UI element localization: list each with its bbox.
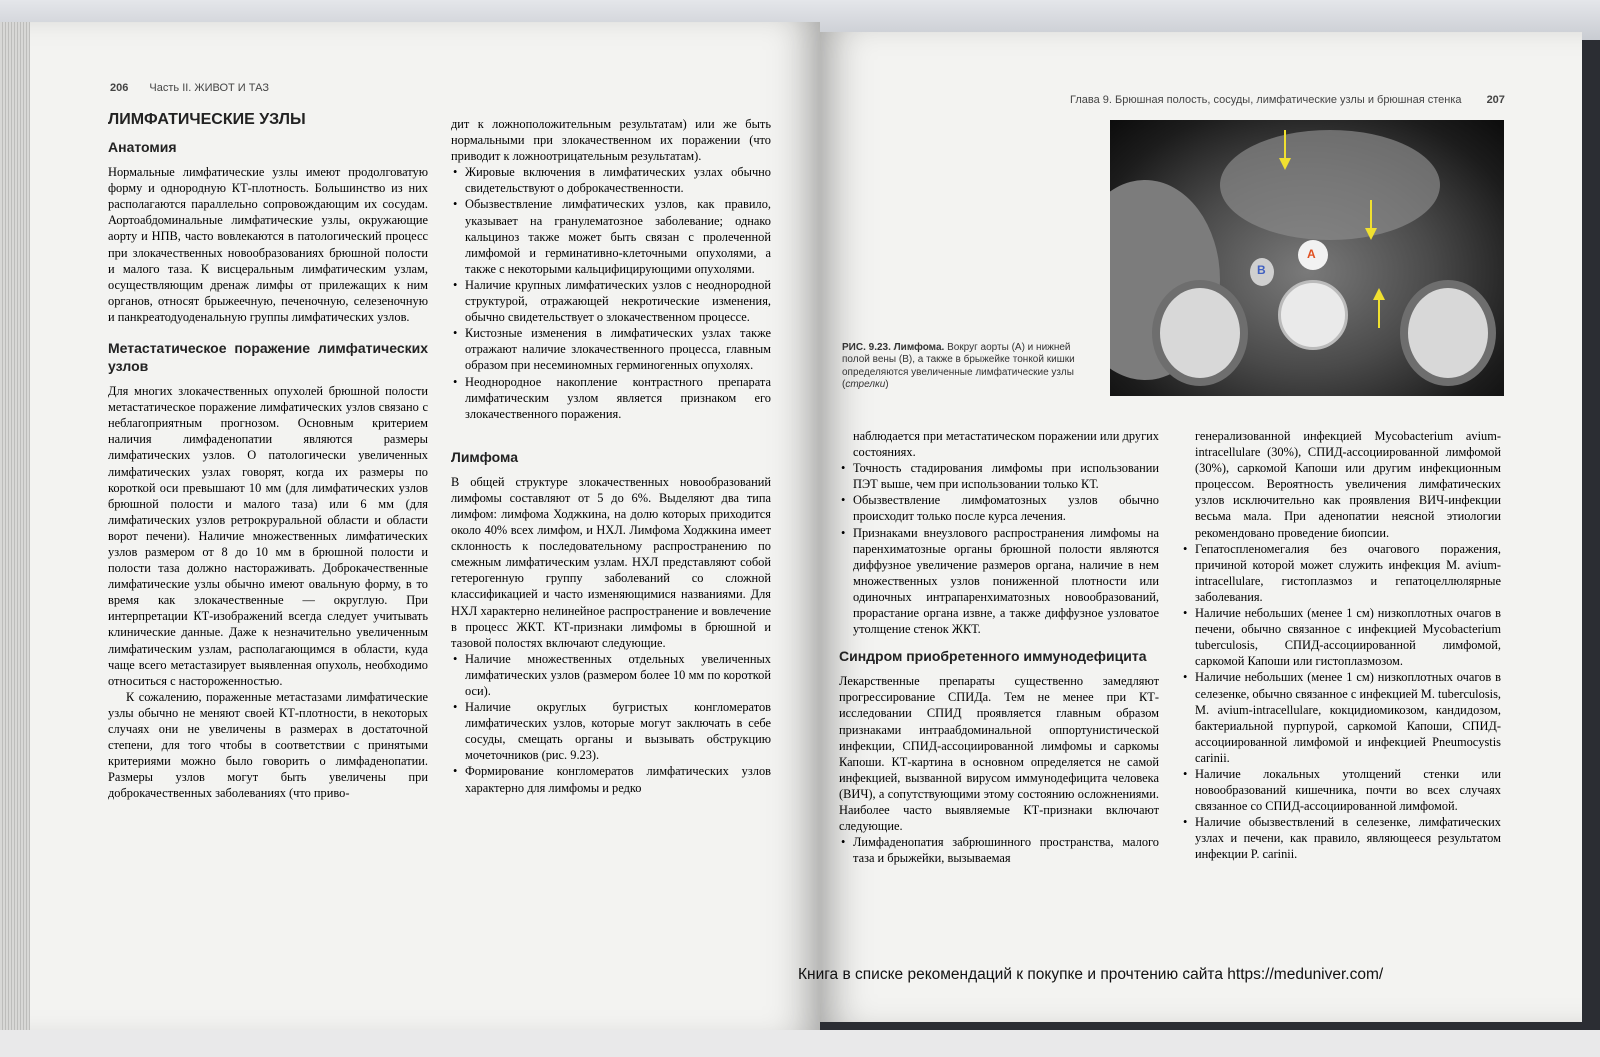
- watermark-footer: Книга в списке рекомендаций к покупке и прочтению сайта https://meduniver.com/: [798, 966, 1384, 983]
- arrow-icon: [1278, 130, 1292, 170]
- right-page-header: [1070, 94, 1505, 106]
- metastatic-paragraph-1: Для многих злокачественных опухолей брюшной полости метастатическое поражение лимфатических узлов связано с неблагоприятным прогнозом. Основным критерием наличия лимфаденопатии являются размеры лимфатических узлов. О патологически увеличенных лимфатических узлах говорят, когда их размеры по короткой оси превышают 10 мм (для лимфатических узлов брюшной полости и малого таза) или 6 мм (для лимфатических узлов ретрокруральной области и области ворот печени). Наличие множественных лимфатических узлов размером от 8 до 10 мм в брюшной полости и полости таза должно настораживать. Доброкачественные лимфатические узлы обычно имеют овальную форму, в то время как злокачественные — округлую. При интерпретации КТ-изображений всегда следует учитывать клинические данные. Даже к незначительно увеличенным лимфатическим узлам, располагающимся в области, куда чаще всего метастазирует выявленная опухоль, необходимо относиться с настороженностью.: [108, 384, 428, 688]
- list-item: • Наличие небольших (менее 1 см) низкоплотных очагов в селезенке, обычно связанное с инфекцией M. tuberculosis, M. avium-intracellulare, кокцидиомикозом, кандидозом, бактериальной пурпурой, саркомой Капоши, СПИД-ассоциированной лимфомой и инфекцией Pneumocystis carinii.: [1181, 669, 1501, 766]
- aids-paragraph: Лекарственные препараты существенно замедляют прогрессирование СПИДа. Тем не менее при КТ-исследовании СПИД проявляется главным образом признаками интраабдоминальной оппортунистической инфекции, СПИД-ассоциированной лимфомы и саркомы Капоши. КТ-картина в основном определяется не самой инфекцией, вызванной вирусом иммунодефицита человека (ВИЧ), а сопутствующими этому состоянию осложнениями. Наиболее часто выявляемые КТ-признаки включают следующие.: [839, 674, 1159, 834]
- left-column-2: [451, 116, 771, 796]
- list-item: • Точность стадирования лимфомы при использовании ПЭТ выше, чем при использовании только КТ.: [839, 460, 1159, 492]
- caption-label: РИС. 9.23. Лимфома.: [842, 342, 945, 353]
- arrow-icon: [1372, 288, 1386, 328]
- list-item: • Признаками внеузлового распространения лимфомы на паренхиматозные органы брюшной полости являются диффузное увеличение размеров органа, наличие в нем множественных узлов пониженной плотности или одиночных интрапаренхиматозных новообразований, прорастание органа извне, а также диффузное узловатое утолщение стенок ЖКТ.: [839, 525, 1159, 638]
- caption-end: ): [885, 379, 889, 391]
- col2-intro: дит к ложноположительным результатам) или же быть нормальными при злокачественном их поражении (что приводит к ложноотрицательным результатам).: [451, 117, 771, 164]
- list-item: • Наличие крупных лимфатических узлов с неоднородной структурой, отражающей некротические изменения, обычно свидетельствует о злокачественном процессе.: [451, 277, 771, 325]
- caption-italic: стрелки: [845, 379, 886, 391]
- right-running-head: Глава 9. Брюшная полость, сосуды, лимфатические узлы и брюшная стенка: [1070, 94, 1462, 106]
- list-item: • Наличие округлых бугристых конгломератов лимфатических узлов, которые могут заключать в себе сосуды, смещать органы и вызывать обструкцию мочеточников (рис. 9.23).: [451, 699, 771, 763]
- kidney-left: [1152, 280, 1248, 386]
- node-signs-list: [451, 164, 771, 422]
- left-column-1: [108, 112, 428, 801]
- metastatic-heading: Метастатическое поражение лимфатических узлов: [108, 340, 428, 375]
- list-item: • Обызвествление лимфатических узлов, как правило, указывает на гранулематозное заболевание; однако кальциноз также может быть связан с пролеченной лимфомой и герминативно-клеточными опухолями, а также с некоторыми кальцифицирующими опухолями.: [451, 196, 771, 276]
- aids-signs-list: [839, 834, 1159, 866]
- lymphoma-signs-list: [451, 651, 771, 796]
- aids-signs-list-continued: [1181, 541, 1501, 863]
- list-item: • Наличие небольших (менее 1 см) низкоплотных очагов в печени, обычно связанное с инфекцией Mycobacterium tuberculosis, СПИД-ассоциированной лимфомой, саркомой Капоши или гистоплазмозом.: [1181, 605, 1501, 669]
- lymphoma-paragraph: В общей структуре злокачественных новообразований лимфомы составляют от 5 до 6%. Выделяют два типа лимфом: лимфома Ходжкина, на долю которых приходится около 40% всех лимфом, и НХЛ. Лимфома Ходжкина имеет склонность к последовательному распространению по смежным лимфатическим узлам. НХЛ представляют собой гетерогенную группу заболеваний со сложной классификацией и часто изменяющимися названиями. Для НХЛ характерно нелинейное распространение и вовлечение в процесс ЖКТ. КТ-признаки лимфомы в брюшной и тазовой полостях включают следующие.: [451, 474, 771, 650]
- background-bottom: [0, 1030, 1600, 1057]
- list-item: • Кистозные изменения в лимфатических узлах также отражают наличие злокачественного процесса, главным образом при несеминомных герминогенных опухолях.: [451, 325, 771, 373]
- col1-intro: наблюдается при метастатическом поражении или других состояниях.: [853, 429, 1159, 460]
- list-item: • Наличие обызвествлений в селезенке, лимфатических узлах и печени, как правило, являющееся результатом инфекции P. carinii.: [1181, 814, 1501, 862]
- kidney-right: [1400, 280, 1496, 386]
- list-item: • Наличие множественных отдельных увеличенных лимфатических узлов (размером более 10 мм по короткой оси).: [451, 651, 771, 699]
- list-item: • Жировые включения в лимфатических узлах обычно свидетельствуют о доброкачественности.: [451, 164, 771, 196]
- left-page-number: 206: [110, 82, 129, 94]
- aids-heading: Синдром приобретенного иммунодефицита: [839, 648, 1147, 665]
- metastatic-paragraph-2: К сожалению, пораженные метастазами лимфатические узлы обычно не меняют своей КТ-плотности, в некоторых случаях они не увеличены в размерах в достаточной степени, для того чтобы в соответствии с принятыми критериями можно было говорить о лимфаденопатии. Размеры узлов могут быть увеличены при доброкачественных заболеваниях (что приво-: [108, 689, 428, 801]
- anatomy-paragraph: Нормальные лимфатические узлы имеют продолговатую форму и однородную КТ-плотность. Большинство из них располагаются параллельно сопровождающим их сосудам. Аортоабдоминальные лимфатические узлы, окружающие аорту и НПВ, часто вовлекаются в патологический процесс при злокачественных новообразованиях брюшной полости и малого таза. К висцеральным лимфатическим узлам, осуществляющим дренаж лимфы от прилежащих к ним органов, относят брыжеечную, печеночную, селезеночную и панкреатодуоденальную группы лимфатических узлов.: [108, 165, 428, 324]
- right-column-2: [1181, 428, 1501, 863]
- bowel-loops: [1220, 130, 1440, 240]
- ct-scan-image: [1110, 120, 1504, 396]
- label-a: A: [1307, 247, 1316, 261]
- figure-caption: [842, 342, 1090, 392]
- left-page-header: [110, 82, 269, 94]
- caption-text: Вокруг аорты (А) и нижней полой вены (В), а также в брыжейке тонкой кишки определяются увеличенные лимфатические узлы (: [842, 342, 1075, 391]
- list-item: • Гепатоспленомегалия без очагового поражения, причиной которой может служить инфекция M. avium-intracellulare, гистоплазмоз и гепатоцеллюлярные заболевания.: [1181, 541, 1501, 605]
- section-title: ЛИМФАТИЧЕСКИЕ УЗЛЫ: [108, 111, 306, 128]
- page-edges: [0, 22, 34, 1034]
- label-b: B: [1257, 263, 1266, 277]
- lymphoma-heading: Лимфома: [451, 448, 518, 465]
- left-running-head: Часть II. ЖИВОТ И ТАЗ: [149, 82, 269, 94]
- arrow-icon: [1364, 200, 1378, 240]
- list-item: • Наличие локальных утолщений стенки или новообразований кишечника, почти во всех случаях связанное со СПИД-ассоциированной лимфомой.: [1181, 766, 1501, 814]
- list-item: • Лимфаденопатия забрюшинного пространства, малого таза и брыжейки, вызываемая: [839, 834, 1159, 866]
- list-item: • Обызвествление лимфоматозных узлов обычно происходит только после курса лечения.: [839, 492, 1159, 524]
- lymphoma-extra-list: [839, 460, 1159, 637]
- vertebra: [1278, 280, 1348, 350]
- right-column-1: [839, 428, 1159, 866]
- col2-right-intro: генерализованной инфекцией Mycobacterium avium-intracellulare (30%), СПИД-ассоциированной лимфомой (30%), саркомой Капоши или другим инфекционным процессом. Вероятность увеличения лимфатических узлов исключительно как проявления ВИЧ-инфекции весьма мала. При аденопатии неясной этиологии рекомендовано проведение биопсии.: [1195, 429, 1501, 540]
- list-item: • Формирование конгломератов лимфатических узлов характерно для лимфомы и редко: [451, 763, 771, 795]
- anatomy-heading: Анатомия: [108, 139, 177, 156]
- list-item: • Неоднородное накопление контрастного препарата лимфатическим узлом является признаком его злокачественного поражения.: [451, 374, 771, 422]
- right-page-number: 207: [1486, 94, 1505, 106]
